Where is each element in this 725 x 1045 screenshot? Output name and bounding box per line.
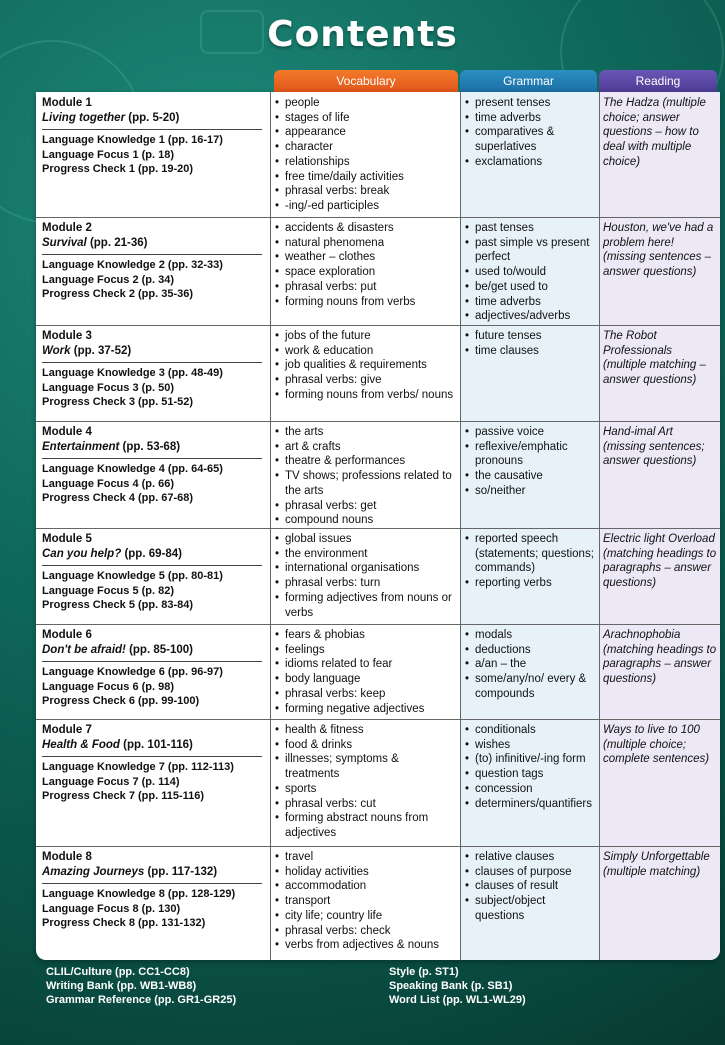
- grammar-item: • reflexive/emphatic pronouns: [464, 440, 596, 469]
- vocabulary-item: • verbs from adjectives & nouns: [274, 938, 456, 953]
- grammar-item: • clauses of purpose: [464, 865, 596, 880]
- vocabulary-item: • fears & phobias: [274, 628, 456, 643]
- grammar-item: • modals: [464, 628, 596, 643]
- language-focus-link[interactable]: Language Focus 3 (p. 50): [42, 381, 175, 394]
- grammar-list: [464, 850, 596, 924]
- module-title-line: [42, 547, 268, 562]
- grammar-item: • determiners/quantifiers: [464, 797, 596, 812]
- vocabulary-item: • the arts: [274, 425, 456, 440]
- language-knowledge-link[interactable]: Language Knowledge 6 (pp. 96-97): [42, 666, 223, 679]
- module-title-line: [42, 111, 268, 126]
- language-focus-link[interactable]: Language Focus 6 (p. 98): [42, 680, 175, 693]
- grammar-item: • conditionals: [464, 723, 596, 738]
- module-title-line: [42, 865, 268, 880]
- reading-cell: Hand-imal Art (missing sentences; answer questions): [603, 426, 705, 468]
- vocabulary-item: • phrasal verbs: put: [274, 280, 456, 295]
- module-pages: (pp. 101-116): [123, 738, 193, 751]
- vocabulary-item: • body language: [274, 672, 456, 687]
- column-header-reading: Reading: [599, 70, 717, 92]
- grammar-item: • question tags: [464, 767, 596, 782]
- vocabulary-item: • illnesses; symptoms & treatments: [274, 752, 456, 781]
- module-number: Module 5: [42, 533, 92, 545]
- module-title[interactable]: Entertainment: [42, 440, 120, 453]
- vocabulary-item: • global issues: [274, 532, 456, 547]
- vocabulary-item: • city life; country life: [274, 909, 456, 924]
- vocabulary-item: • sports: [274, 782, 456, 797]
- vocabulary-list: [274, 221, 456, 309]
- reading-cell: Simply Unforgettable (multiple matching): [603, 851, 710, 878]
- vocabulary-cell: [274, 850, 456, 953]
- vocabulary-list: [274, 425, 456, 528]
- vocabulary-item: • forming negative adjectives: [274, 702, 456, 717]
- vocabulary-item: • idioms related to fear: [274, 657, 456, 672]
- vocabulary-item: • international organisations: [274, 561, 456, 576]
- grammar-item: • exclamations: [464, 155, 596, 170]
- column-header-vocabulary: Vocabulary: [274, 70, 458, 92]
- vocabulary-cell: [274, 221, 456, 309]
- grammar-item: • used to/would: [464, 265, 596, 280]
- module-info: [42, 329, 268, 410]
- grammar-item: • reported speech (statements; questions; commands): [464, 532, 596, 576]
- footer-link-word-list[interactable]: Word List (pp. WL1-WL29): [389, 994, 526, 1006]
- vocabulary-item: • TV shows; professions related to the arts: [274, 469, 456, 498]
- vocabulary-item: • work & education: [274, 344, 456, 359]
- column-header-grammar: Grammar: [460, 70, 597, 92]
- module-divider: [42, 129, 262, 130]
- vocabulary-list: [274, 96, 456, 214]
- vocabulary-item: • -ing/-ed participles: [274, 199, 456, 214]
- module-info: [42, 96, 268, 177]
- language-focus-link[interactable]: Language Focus 2 (p. 34): [42, 273, 175, 286]
- vocabulary-item: • relationships: [274, 155, 456, 170]
- vocabulary-list: [274, 628, 456, 716]
- module-title-line: [42, 440, 268, 455]
- module-divider: [42, 883, 262, 884]
- module-number: Module 6: [42, 629, 92, 641]
- module-info: [42, 425, 268, 506]
- language-knowledge-link[interactable]: Language Knowledge 7 (pp. 112-113): [42, 761, 234, 774]
- vocabulary-item: • phrasal verbs: give: [274, 373, 456, 388]
- grammar-list: [464, 723, 596, 811]
- language-focus-link[interactable]: Language Focus 5 (p. 82): [42, 584, 175, 597]
- module-title-line: [42, 643, 268, 658]
- module-pages: (pp. 21-36): [89, 236, 148, 249]
- module-title-line: [42, 344, 268, 359]
- module-pages: (pp. 85-100): [129, 643, 193, 656]
- footer-left-column: [46, 965, 236, 1007]
- vocabulary-list: [274, 850, 456, 953]
- vocabulary-item: • appearance: [274, 125, 456, 140]
- vocabulary-item: • holiday activities: [274, 865, 456, 880]
- grammar-list: [464, 96, 596, 170]
- language-knowledge-link[interactable]: Language Knowledge 3 (pp. 48-49): [42, 367, 223, 380]
- grammar-list: [464, 329, 596, 358]
- grammar-item: • time adverbs: [464, 295, 596, 310]
- module-info: [42, 723, 268, 804]
- module-title-line: [42, 236, 268, 251]
- module-divider: [42, 565, 262, 566]
- grammar-item: • comparatives & superlatives: [464, 125, 596, 154]
- progress-check-link[interactable]: Progress Check 2 (pp. 35-36): [42, 288, 194, 301]
- reading-cell: Ways to live to 100 (multiple choice; complete sentences): [603, 724, 710, 766]
- footer-right-column: [389, 965, 526, 1007]
- vocabulary-item: • phrasal verbs: turn: [274, 576, 456, 591]
- vocabulary-cell: [274, 532, 456, 620]
- reading-cell: The Robot Professionals (multiple matching – answer questions): [603, 330, 706, 387]
- grammar-cell: [464, 532, 596, 591]
- vocabulary-item: • phrasal verbs: keep: [274, 687, 456, 702]
- progress-check-link[interactable]: Progress Check 7 (pp. 115-116): [42, 790, 205, 803]
- vocabulary-item: • accommodation: [274, 879, 456, 894]
- vocabulary-list: [274, 329, 456, 403]
- module-number: Module 1: [42, 97, 92, 109]
- vocabulary-item: • transport: [274, 894, 456, 909]
- module-title[interactable]: Work: [42, 344, 71, 357]
- grammar-list: [464, 628, 596, 702]
- progress-check-link[interactable]: Progress Check 4 (pp. 67-68): [42, 492, 194, 505]
- reading-cell: The Hadza (multiple choice; answer questions – how to deal with multiple choice): [603, 97, 706, 168]
- vocabulary-item: • feelings: [274, 643, 456, 658]
- language-focus-link[interactable]: Language Focus 8 (p. 130): [42, 902, 181, 915]
- vocabulary-item: • people: [274, 96, 456, 111]
- vocabulary-item: • forming nouns from verbs: [274, 295, 456, 310]
- module-title[interactable]: Survival: [42, 236, 87, 249]
- vocabulary-item: • natural phenomena: [274, 236, 456, 251]
- vocabulary-cell: [274, 329, 456, 403]
- grammar-cell: [464, 628, 596, 702]
- vocabulary-item: • job qualities & requirements: [274, 358, 456, 373]
- grammar-cell: [464, 329, 596, 358]
- module-pages: (pp. 37-52): [73, 344, 132, 357]
- vocabulary-item: • health & fitness: [274, 723, 456, 738]
- grammar-item: • some/any/no/ every & compounds: [464, 672, 596, 701]
- row-divider: [36, 846, 720, 847]
- module-divider: [42, 661, 262, 662]
- grammar-item: • deductions: [464, 643, 596, 658]
- grammar-cell: [464, 425, 596, 499]
- vocabulary-cell: [274, 628, 456, 716]
- vocabulary-cell: [274, 96, 456, 214]
- row-divider: [36, 528, 720, 529]
- vocabulary-item: • compound nouns: [274, 513, 456, 528]
- grammar-item: • past simple vs present perfect: [464, 236, 596, 265]
- footer-link-writing-bank[interactable]: Writing Bank (pp. WB1-WB8): [46, 980, 197, 992]
- language-knowledge-link[interactable]: Language Knowledge 8 (pp. 128-129): [42, 888, 236, 901]
- grammar-item: • present tenses: [464, 96, 596, 111]
- row-divider: [36, 624, 720, 625]
- progress-check-link[interactable]: Progress Check 5 (pp. 83-84): [42, 599, 194, 612]
- grammar-item: • time clauses: [464, 344, 596, 359]
- contents-table: [36, 92, 720, 960]
- grammar-list: [464, 532, 596, 591]
- vocabulary-item: • jobs of the future: [274, 329, 456, 344]
- grammar-item: • be/get used to: [464, 280, 596, 295]
- vocabulary-item: • theatre & performances: [274, 454, 456, 469]
- grammar-item: • reporting verbs: [464, 576, 596, 591]
- vocabulary-item: • the environment: [274, 547, 456, 562]
- language-focus-link[interactable]: Language Focus 4 (p. 66): [42, 477, 175, 490]
- vocabulary-item: • art & crafts: [274, 440, 456, 455]
- vocabulary-item: • weather – clothes: [274, 250, 456, 265]
- column-divider: [460, 92, 461, 960]
- grammar-item: • (to) infinitive/-ing form: [464, 752, 596, 767]
- vocabulary-list: [274, 723, 456, 841]
- language-knowledge-link[interactable]: Language Knowledge 2 (pp. 32-33): [42, 259, 223, 272]
- module-info: [42, 850, 268, 931]
- language-knowledge-link[interactable]: Language Knowledge 4 (pp. 64-65): [42, 463, 223, 476]
- module-title[interactable]: Amazing Journeys: [42, 865, 145, 878]
- reading-cell: Electric light Overload (matching headings to paragraphs – answer questions): [603, 533, 717, 590]
- row-divider: [36, 325, 720, 326]
- module-title-line: [42, 738, 268, 753]
- vocabulary-item: • forming abstract nouns from adjectives: [274, 811, 456, 840]
- vocabulary-item: • stages of life: [274, 111, 456, 126]
- footer-link-grammar-reference[interactable]: Grammar Reference (pp. GR1-GR25): [46, 994, 237, 1006]
- page-title: Contents: [267, 14, 458, 55]
- module-number: Module 8: [42, 851, 92, 863]
- module-divider: [42, 756, 262, 757]
- footer-link-speaking-bank[interactable]: Speaking Bank (p. SB1): [389, 980, 513, 992]
- row-divider: [36, 719, 720, 720]
- grammar-item: • past tenses: [464, 221, 596, 236]
- grammar-cell: [464, 850, 596, 924]
- module-info: [42, 628, 268, 709]
- vocabulary-item: • travel: [274, 850, 456, 865]
- module-info: [42, 221, 268, 302]
- grammar-cell: [464, 96, 596, 170]
- grammar-item: • future tenses: [464, 329, 596, 344]
- grammar-item: • clauses of result: [464, 879, 596, 894]
- vocabulary-item: • food & drinks: [274, 738, 456, 753]
- module-number: Module 3: [42, 330, 92, 342]
- vocabulary-item: • phrasal verbs: break: [274, 184, 456, 199]
- vocabulary-item: • forming adjectives from nouns or verbs: [274, 591, 456, 620]
- vocabulary-item: • phrasal verbs: check: [274, 924, 456, 939]
- grammar-item: • relative clauses: [464, 850, 596, 865]
- vocabulary-item: • space exploration: [274, 265, 456, 280]
- progress-check-link[interactable]: Progress Check 6 (pp. 99-100): [42, 695, 200, 708]
- language-knowledge-link[interactable]: Language Knowledge 5 (pp. 80-81): [42, 570, 223, 583]
- vocabulary-item: • forming nouns from verbs/ nouns: [274, 388, 456, 403]
- grammar-item: • time adverbs: [464, 111, 596, 126]
- grammar-item: • so/neither: [464, 484, 596, 499]
- grammar-cell: [464, 723, 596, 811]
- module-pages: (pp. 53-68): [122, 440, 181, 453]
- module-pages: (pp. 117-132): [147, 865, 218, 878]
- grammar-item: • wishes: [464, 738, 596, 753]
- reading-cell: Houston, we've had a problem here! (missing sentences – answer questions): [603, 222, 714, 279]
- column-divider: [270, 92, 271, 960]
- vocabulary-cell: [274, 425, 456, 528]
- grammar-list: [464, 221, 596, 324]
- vocabulary-item: • character: [274, 140, 456, 155]
- vocabulary-cell: [274, 723, 456, 841]
- progress-check-link[interactable]: Progress Check 1 (pp. 19-20): [42, 163, 194, 176]
- vocabulary-item: • accidents & disasters: [274, 221, 456, 236]
- grammar-list: [464, 425, 596, 499]
- module-title[interactable]: Can you help?: [42, 547, 122, 560]
- reading-cell: Arachnophobia (matching headings to paragraphs – answer questions): [603, 629, 717, 686]
- module-divider: [42, 254, 262, 255]
- vocabulary-item: • phrasal verbs: get: [274, 499, 456, 514]
- row-divider: [36, 421, 720, 422]
- grammar-item: • the causative: [464, 469, 596, 484]
- grammar-item: • subject/object questions: [464, 894, 596, 923]
- module-title[interactable]: Don't be afraid!: [42, 643, 126, 656]
- module-title[interactable]: Living together: [42, 111, 126, 124]
- module-pages: (pp. 69-84): [124, 547, 182, 560]
- footer-link-style[interactable]: Style (p. ST1): [389, 966, 459, 978]
- footer-link-clil[interactable]: CLIL/Culture (pp. CC1-CC8): [46, 966, 190, 978]
- language-focus-link[interactable]: Language Focus 7 (p. 114): [42, 775, 180, 788]
- module-title[interactable]: Health & Food: [42, 738, 120, 751]
- module-number: Module 7: [42, 724, 92, 736]
- module-info: [42, 532, 268, 613]
- grammar-cell: [464, 221, 596, 324]
- module-divider: [42, 458, 262, 459]
- vocabulary-item: • phrasal verbs: cut: [274, 797, 456, 812]
- language-focus-link[interactable]: Language Focus 1 (p. 18): [42, 148, 175, 161]
- module-divider: [42, 362, 262, 363]
- progress-check-link[interactable]: Progress Check 3 (pp. 51-52): [42, 396, 194, 409]
- grammar-item: • adjectives/adverbs: [464, 309, 596, 324]
- vocabulary-list: [274, 532, 456, 620]
- row-divider: [36, 217, 720, 218]
- language-knowledge-link[interactable]: Language Knowledge 1 (pp. 16-17): [42, 134, 223, 147]
- grammar-item: • passive voice: [464, 425, 596, 440]
- vocabulary-item: • free time/daily activities: [274, 170, 456, 185]
- grammar-item: • a/an – the: [464, 657, 596, 672]
- module-number: Module 2: [42, 222, 92, 234]
- module-pages: (pp. 5-20): [128, 111, 180, 124]
- module-number: Module 4: [42, 426, 92, 438]
- grammar-item: • concession: [464, 782, 596, 797]
- progress-check-link[interactable]: Progress Check 8 (pp. 131-132): [42, 917, 206, 930]
- column-divider: [599, 92, 600, 960]
